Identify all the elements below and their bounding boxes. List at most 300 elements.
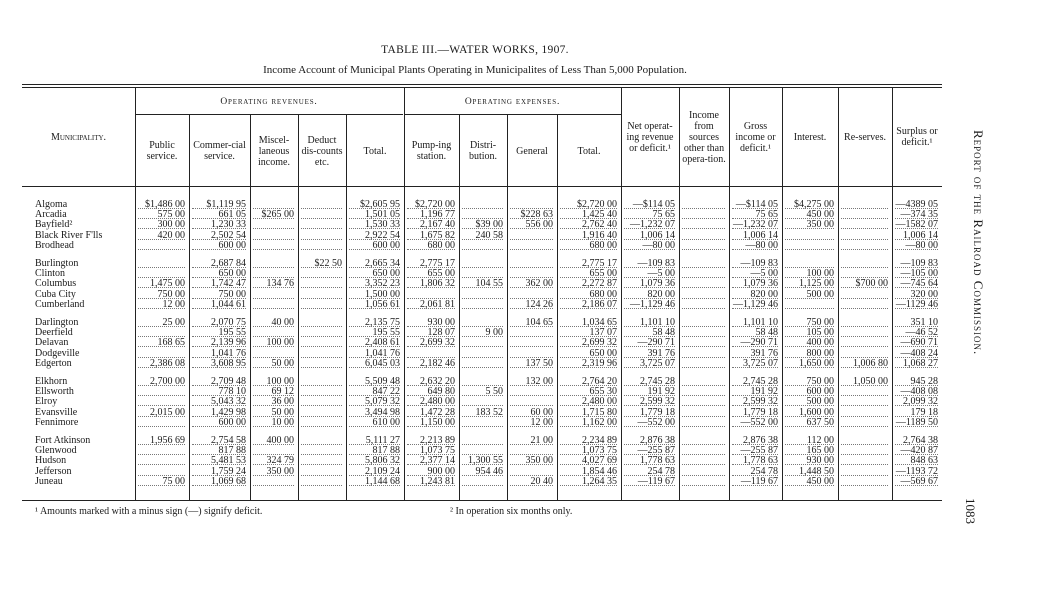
value-cell: 1,073 75 xyxy=(560,445,617,455)
value-cell xyxy=(138,386,185,396)
column-rule xyxy=(135,88,136,500)
value-cell: 1,742 47 xyxy=(192,278,246,288)
value-cell: 2,754 58 xyxy=(192,435,246,445)
value-cell xyxy=(301,327,342,337)
value-cell: 649 80 xyxy=(407,386,455,396)
value-cell xyxy=(841,445,888,455)
value-cell xyxy=(682,199,725,209)
value-cell xyxy=(462,435,503,445)
value-cell xyxy=(510,445,553,455)
value-cell xyxy=(841,209,888,219)
value-cell: —4389 05 xyxy=(895,199,938,210)
value-cell: 1,150 00 xyxy=(407,417,455,427)
value-cell xyxy=(138,396,185,406)
value-cell: 2,699 32 xyxy=(560,337,617,347)
value-cell: —552 00 xyxy=(624,417,675,427)
running-head: Report of the Railroad Commission. xyxy=(971,130,986,356)
value-cell xyxy=(682,219,725,229)
value-cell: 3,494 98 xyxy=(349,407,400,417)
value-cell xyxy=(682,209,725,219)
value-cell xyxy=(682,476,725,486)
value-cell xyxy=(510,289,553,299)
value-cell xyxy=(301,199,342,209)
value-cell: 1,759 24 xyxy=(192,466,246,476)
value-cell xyxy=(301,435,342,445)
value-cell: 132 00 xyxy=(510,376,553,386)
value-cell: 1,006 14 xyxy=(624,230,675,240)
municipality-name: Elroy xyxy=(35,396,58,408)
value-cell: 847 22 xyxy=(349,386,400,396)
value-cell: 58 48 xyxy=(732,327,778,337)
value-cell: 1,425 40 xyxy=(560,209,617,219)
value-cell: 391 76 xyxy=(732,348,778,358)
value-cell: 362 00 xyxy=(510,278,553,288)
value-cell: 2,480 00 xyxy=(407,396,455,406)
municipality-name: Deerfield xyxy=(35,327,73,339)
value-cell xyxy=(138,417,185,427)
value-cell: 2,319 96 xyxy=(560,358,617,368)
value-cell xyxy=(301,337,342,347)
value-cell xyxy=(301,455,342,465)
value-cell xyxy=(462,258,503,268)
value-cell xyxy=(785,230,834,240)
value-cell xyxy=(841,299,888,309)
value-cell xyxy=(682,240,725,250)
page-number: 1083 xyxy=(963,498,978,524)
value-cell: 137 07 xyxy=(560,327,617,337)
column-rule xyxy=(782,88,783,500)
value-cell xyxy=(841,230,888,240)
municipality-name: Algoma xyxy=(35,199,68,210)
value-cell: 1,079 36 xyxy=(732,278,778,288)
value-cell: 50 00 xyxy=(253,358,294,368)
value-cell xyxy=(253,327,294,337)
value-cell: —690 71 xyxy=(895,337,938,347)
value-cell: —569 67 xyxy=(895,476,938,486)
value-cell: 1,778 63 xyxy=(732,455,778,465)
value-cell: 1,073 75 xyxy=(407,445,455,455)
value-cell xyxy=(510,327,553,337)
municipality-name: Elkhorn xyxy=(35,376,68,387)
value-cell xyxy=(462,348,503,358)
value-cell xyxy=(462,417,503,427)
rule-header-bottom xyxy=(22,186,942,187)
value-cell xyxy=(301,209,342,219)
value-cell: 600 00 xyxy=(785,386,834,396)
column-rule xyxy=(459,114,460,500)
value-cell: $2,605 95 xyxy=(349,199,400,209)
value-cell xyxy=(841,466,888,476)
value-cell: 1,230 33 xyxy=(192,219,246,229)
value-cell: $4,275 00 xyxy=(785,199,834,209)
value-cell: 1,050 00 xyxy=(841,376,888,386)
value-cell: 2,775 17 xyxy=(407,258,455,268)
group-operating-expenses: Operating expenses. xyxy=(464,97,561,107)
value-cell: 655 00 xyxy=(407,268,455,278)
value-cell: —1129 46 xyxy=(895,298,938,310)
value-cell xyxy=(785,299,834,309)
value-cell: 610 00 xyxy=(349,417,400,427)
value-cell: 2,070 75 xyxy=(192,317,246,327)
value-cell xyxy=(682,258,725,268)
value-cell: 50 00 xyxy=(253,407,294,417)
value-cell: 350 00 xyxy=(253,466,294,476)
value-cell xyxy=(682,278,725,288)
value-cell: 5,079 32 xyxy=(349,396,400,406)
column-header: Net operat-ing revenue or deficit.¹ xyxy=(626,120,674,154)
value-cell: $228 63 xyxy=(510,209,553,219)
value-cell xyxy=(462,337,503,347)
value-cell: 1,429 98 xyxy=(192,407,246,417)
value-cell: —408 08 xyxy=(895,386,938,396)
value-cell: 1,125 00 xyxy=(785,278,834,288)
value-cell xyxy=(841,407,888,417)
municipality-name: Cuba City xyxy=(35,288,76,300)
value-cell: 3,725 07 xyxy=(624,358,675,368)
value-cell: 575 00 xyxy=(138,209,185,219)
value-cell xyxy=(510,258,553,268)
value-cell: 2,167 40 xyxy=(407,219,455,229)
value-cell: 1,956 69 xyxy=(138,435,185,445)
value-cell: 1,501 05 xyxy=(349,209,400,219)
value-cell: 1,779 18 xyxy=(732,407,778,417)
value-cell xyxy=(301,317,342,327)
value-cell: 817 88 xyxy=(349,445,400,455)
value-cell: 300 00 xyxy=(138,219,185,229)
value-cell xyxy=(462,268,503,278)
rule-top xyxy=(22,84,942,85)
value-cell xyxy=(138,268,185,278)
value-cell: 2,665 34 xyxy=(349,258,400,268)
value-cell xyxy=(301,396,342,406)
value-cell xyxy=(510,466,553,476)
value-cell: 168 65 xyxy=(138,337,185,347)
value-cell: 2,480 00 xyxy=(560,396,617,406)
value-cell: 750 00 xyxy=(785,317,834,327)
value-cell: 128 07 xyxy=(407,327,455,337)
value-cell: 750 00 xyxy=(785,376,834,386)
value-cell: 2,764 20 xyxy=(560,376,617,386)
value-cell: 5,509 48 xyxy=(349,376,400,386)
value-cell: 954 46 xyxy=(462,466,503,476)
value-cell xyxy=(682,417,725,427)
value-cell: 391 76 xyxy=(624,348,675,358)
value-cell: $2,720 00 xyxy=(560,199,617,209)
value-cell: —255 87 xyxy=(732,445,778,455)
municipality-name: Fennimore xyxy=(35,416,79,428)
value-cell: 1,034 65 xyxy=(560,317,617,327)
value-cell: —1,129 46 xyxy=(733,298,778,310)
value-cell: 1,475 00 xyxy=(138,278,185,288)
value-cell: $22 50 xyxy=(301,258,342,268)
value-cell xyxy=(462,317,503,327)
column-header: Gross income or deficit.¹ xyxy=(735,120,776,154)
value-cell: 2,775 17 xyxy=(560,258,617,268)
value-cell: 2,234 89 xyxy=(560,435,617,445)
value-cell: 680 00 xyxy=(407,240,455,250)
value-cell xyxy=(510,240,553,250)
column-rule xyxy=(838,88,839,500)
value-cell: 40 00 xyxy=(253,317,294,327)
value-cell: 1,041 76 xyxy=(349,348,400,358)
value-cell: 1,806 32 xyxy=(407,278,455,288)
value-cell: 195 55 xyxy=(192,327,246,337)
value-cell: 3,352 23 xyxy=(349,278,400,288)
value-cell: 350 00 xyxy=(510,455,553,465)
value-cell: 650 00 xyxy=(560,348,617,358)
value-cell xyxy=(301,278,342,288)
value-cell: 4,027 69 xyxy=(560,455,617,465)
value-cell: —5 00 xyxy=(624,268,675,278)
value-cell: —80 00 xyxy=(732,240,778,250)
value-cell xyxy=(841,348,888,358)
column-rule xyxy=(621,88,622,500)
value-cell: 750 00 xyxy=(192,289,246,299)
value-cell xyxy=(841,289,888,299)
value-cell: —109 83 xyxy=(732,258,778,268)
value-cell xyxy=(301,268,342,278)
value-cell: 778 10 xyxy=(192,386,246,396)
value-cell: 820 00 xyxy=(624,289,675,299)
value-cell: 1,779 18 xyxy=(624,407,675,417)
column-header: Income from sources other than opera-tion. xyxy=(682,109,726,165)
value-cell: 1,472 28 xyxy=(407,407,455,417)
value-cell xyxy=(841,258,888,268)
value-cell xyxy=(510,199,553,209)
column-rule xyxy=(346,114,347,500)
value-cell: 1,068 27 xyxy=(895,358,938,368)
value-cell: 1,144 68 xyxy=(349,476,400,486)
value-cell: 2,745 28 xyxy=(624,376,675,386)
value-cell: 945 28 xyxy=(895,376,938,386)
value-cell: 637 50 xyxy=(785,417,834,427)
value-cell xyxy=(301,219,342,229)
value-cell xyxy=(138,455,185,465)
value-cell: 183 52 xyxy=(462,407,503,417)
value-cell: 600 00 xyxy=(192,417,246,427)
value-cell: 1,101 10 xyxy=(624,317,675,327)
value-cell: 655 00 xyxy=(560,268,617,278)
value-cell xyxy=(253,199,294,209)
value-cell xyxy=(253,240,294,250)
value-cell xyxy=(682,407,725,417)
table-title: TABLE III.—WATER WORKS, 1907. xyxy=(381,44,569,56)
value-cell xyxy=(138,327,185,337)
column-header: Re-serves. xyxy=(844,131,886,143)
column-rule xyxy=(892,88,893,500)
value-cell: —1,129 46 xyxy=(624,299,675,309)
value-cell: —109 83 xyxy=(895,258,938,268)
value-cell: 350 00 xyxy=(785,219,834,229)
value-cell: 556 00 xyxy=(510,219,553,229)
value-cell xyxy=(138,466,185,476)
value-cell xyxy=(462,476,503,486)
value-cell xyxy=(682,299,725,309)
value-cell: 1,854 46 xyxy=(560,466,617,476)
value-cell: 5,111 27 xyxy=(349,435,400,445)
value-cell xyxy=(301,299,342,309)
value-cell: —374 35 xyxy=(895,209,938,219)
column-header: Interest. xyxy=(793,131,827,143)
value-cell: 2,099 32 xyxy=(895,396,938,406)
column-rule xyxy=(189,114,190,500)
municipality-name: Black River F'lls xyxy=(35,229,103,241)
value-cell: 680 00 xyxy=(560,240,617,250)
municipality-name: Delavan xyxy=(35,337,69,349)
value-cell xyxy=(253,230,294,240)
value-cell: 20 40 xyxy=(510,476,553,486)
value-cell: 1,006 14 xyxy=(895,230,938,240)
municipality-name: Jefferson xyxy=(35,465,72,477)
value-cell xyxy=(682,317,725,327)
rule-group-revenues xyxy=(135,114,403,115)
column-rule xyxy=(557,114,558,500)
value-cell: —80 00 xyxy=(895,240,938,250)
value-cell xyxy=(841,199,888,209)
value-cell xyxy=(510,337,553,347)
value-cell xyxy=(301,240,342,250)
group-operating-revenues: Operating revenues. xyxy=(220,97,318,107)
value-cell: 191 92 xyxy=(624,386,675,396)
value-cell xyxy=(682,396,725,406)
value-cell: 105 00 xyxy=(785,327,834,337)
value-cell: 2,186 07 xyxy=(560,299,617,309)
value-cell xyxy=(301,445,342,455)
value-cell: 1,056 61 xyxy=(349,299,400,309)
value-cell: 2,632 20 xyxy=(407,376,455,386)
value-cell: 2,377 14 xyxy=(407,455,455,465)
value-cell: 75 65 xyxy=(624,209,675,219)
value-cell xyxy=(462,358,503,368)
value-cell: —119 67 xyxy=(624,476,675,486)
value-cell xyxy=(462,199,503,209)
value-cell: 69 12 xyxy=(253,386,294,396)
value-cell: —1582 07 xyxy=(895,219,938,231)
value-cell: 1,715 80 xyxy=(560,407,617,417)
value-cell: 3,725 07 xyxy=(732,358,778,368)
value-cell: 1,196 77 xyxy=(407,209,455,219)
rule-bottom xyxy=(22,500,942,501)
value-cell xyxy=(510,230,553,240)
column-rule xyxy=(729,88,730,500)
value-cell xyxy=(682,348,725,358)
value-cell xyxy=(301,348,342,358)
value-cell: 2,745 28 xyxy=(732,376,778,386)
value-cell xyxy=(682,337,725,347)
value-cell: —290 71 xyxy=(624,337,675,347)
value-cell: —1,232 07 xyxy=(624,219,675,229)
table-subtitle: Income Account of Municipal Plants Operating in Municipalites of Less Than 5,000 Population. xyxy=(263,64,687,76)
value-cell: 1,448 50 xyxy=(785,466,834,476)
column-header: Commer-cial service. xyxy=(193,140,246,162)
value-cell: 2,386 08 xyxy=(138,358,185,368)
value-cell: 25 00 xyxy=(138,317,185,327)
municipality-name: Edgerton xyxy=(35,357,72,369)
value-cell: —552 00 xyxy=(732,417,778,427)
value-cell xyxy=(301,376,342,386)
value-cell: 60 00 xyxy=(510,407,553,417)
column-header: Total. xyxy=(363,145,387,157)
municipality-name: Arcadia xyxy=(35,209,67,221)
value-cell: 5,481 53 xyxy=(192,455,246,465)
column-header: Miscel-laneous income. xyxy=(258,134,290,168)
value-cell xyxy=(253,348,294,358)
value-cell: 1,778 63 xyxy=(624,455,675,465)
value-cell: 680 00 xyxy=(560,289,617,299)
value-cell xyxy=(253,445,294,455)
value-cell: 9 00 xyxy=(462,327,503,337)
value-cell: 2,599 32 xyxy=(624,396,675,406)
municipality-name: Clinton xyxy=(35,268,66,280)
value-cell: —290 71 xyxy=(732,337,778,347)
value-cell xyxy=(253,289,294,299)
column-rule xyxy=(250,114,251,500)
value-cell: 104 55 xyxy=(462,278,503,288)
value-cell xyxy=(841,327,888,337)
column-header: Municipality. xyxy=(50,131,107,143)
value-cell: 2,061 81 xyxy=(407,299,455,309)
value-cell: $700 00 xyxy=(841,278,888,288)
value-cell xyxy=(785,258,834,268)
value-cell: 104 65 xyxy=(510,317,553,327)
column-rule xyxy=(404,88,405,500)
value-cell: 2,709 48 xyxy=(192,376,246,386)
value-cell: 2,182 46 xyxy=(407,358,455,368)
value-cell: 750 00 xyxy=(138,289,185,299)
value-cell: 650 00 xyxy=(349,268,400,278)
value-cell xyxy=(138,258,185,268)
value-cell xyxy=(301,476,342,486)
value-cell: 12 00 xyxy=(138,299,185,309)
value-cell: $1,119 95 xyxy=(192,199,246,209)
value-cell: 5 50 xyxy=(462,386,503,396)
value-cell: 2,762 40 xyxy=(560,219,617,229)
value-cell xyxy=(510,268,553,278)
value-cell: 2,502 54 xyxy=(192,230,246,240)
value-cell: 600 00 xyxy=(349,240,400,250)
value-cell: 1,006 80 xyxy=(841,358,888,368)
value-cell: —46 52 xyxy=(895,327,938,337)
value-cell: 351 10 xyxy=(895,317,938,327)
value-cell xyxy=(510,348,553,358)
value-cell: 254 78 xyxy=(624,466,675,476)
column-rule xyxy=(679,88,680,500)
value-cell xyxy=(253,299,294,309)
value-cell xyxy=(510,386,553,396)
municipality-name: Darlington xyxy=(35,317,79,328)
value-cell: 2,876 38 xyxy=(624,435,675,445)
footnote-2: ² In operation six months only. xyxy=(450,506,573,517)
value-cell xyxy=(682,358,725,368)
column-rule xyxy=(507,114,508,500)
column-header: Total. xyxy=(577,145,601,157)
value-cell: 75 65 xyxy=(732,209,778,219)
value-cell: —745 64 xyxy=(895,278,938,288)
value-cell: 1,079 36 xyxy=(624,278,675,288)
value-cell: 1,675 82 xyxy=(407,230,455,240)
value-cell: 848 63 xyxy=(895,455,938,465)
municipality-name: Evansville xyxy=(35,406,78,418)
value-cell: 100 00 xyxy=(785,268,834,278)
value-cell: 2,700 00 xyxy=(138,376,185,386)
value-cell xyxy=(841,386,888,396)
value-cell: 650 00 xyxy=(192,268,246,278)
value-cell: —105 00 xyxy=(895,268,938,278)
value-cell: —$114 05 xyxy=(624,199,675,209)
value-cell: 500 00 xyxy=(785,289,834,299)
value-cell: 2,764 38 xyxy=(895,435,938,445)
value-cell: 165 00 xyxy=(785,445,834,455)
